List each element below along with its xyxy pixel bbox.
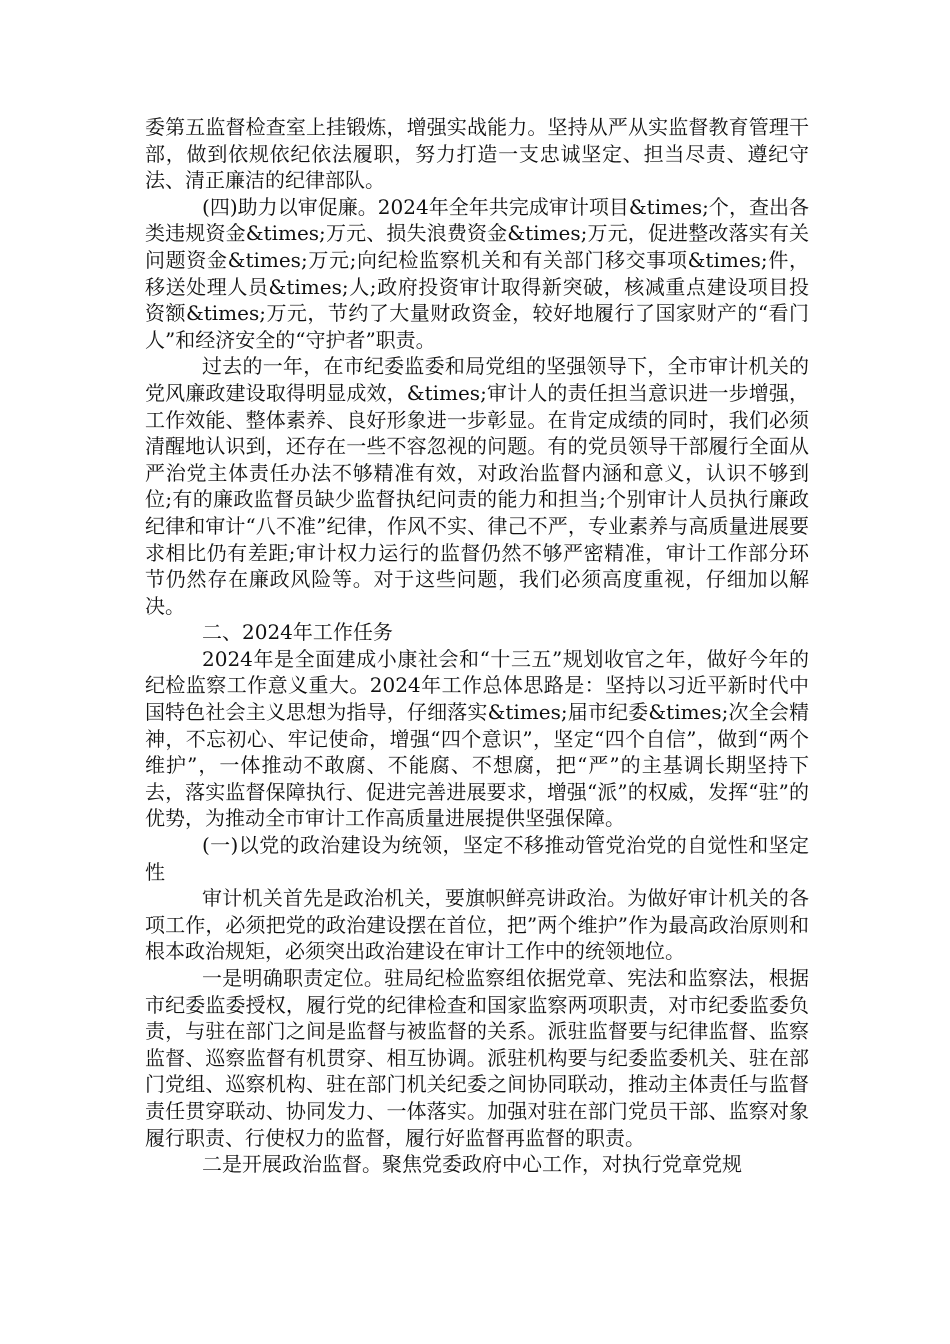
- paragraph-clarify-responsibilities: 一是明确职责定位。驻局纪检监察组依据党章、宪法和监察法，根据市纪委监委授权，履行党的纪律检查和国家监察两项职责，对市纪委监委负责，与驻在部门之间是监督与被监督的关系。派驻监督要与纪律监督、监察监督、巡察监督有机贯穿、相互协调。派驻机构要与纪委监委机关、驻在部门党组、巡察机构、驻在部门机关纪委之间协同联动，推动主体责任与监督责任贯穿联动、协同发力、一体落实。加强对驻在部门党员干部、监察对象履行职责、行使权力的监督，履行好监督再监督的职责。: [145, 966, 809, 1150]
- document-body: [145, 114, 809, 1178]
- subheading-political-construction: (一)以党的政治建设为统领，坚定不移推动管党治党的自觉性和坚定性: [145, 833, 809, 884]
- paragraph-continuation: 委第五监督检查室上挂锻炼，增强实战能力。坚持从严从实监督教育管理干部，做到依规依纪依法履职，努力打造一支忠诚坚定、担当尽责、遵纪守法、清正廉洁的纪律部队。: [145, 115, 809, 193]
- section-heading-2024-tasks: 二、2024年工作任务: [202, 620, 393, 645]
- paragraph-2024-overall-approach: 2024年是全面建成小康社会和“十三五”规划收官之年，做好今年的纪检监察工作意义重大。2024年工作总体思路是：坚持以习近平新时代中国特色社会主义思想为指导，仔细落实&times;届市纪委&times;次全会精神，不忘初心、牢记使命，增强“四个意识”，坚定“四个自信”，做到“两个维护”，一体推动不敢腐、不能腐、不想腐，把“严”的主基调长期坚持下去，落实监督保障执行、促进完善进展要求，增强“派”的权威，发挥“驻”的优势，为推动全市审计工作高质量进展提供坚强保障。: [145, 646, 809, 831]
- paragraph-audit-promotes-integrity: (四)助力以审促廉。2024年全年共完成审计项目&times;个，查出各类违规资金&times;万元、损失浪费资金&times;万元，促进整改落实有关问题资金&times;万元;向纪检监察机关和有关部门移交事项&times;件，移送处理人员&times;人;政府投资审计取得新突破，核减重点建设项目投资额&times;万元，节约了大量财政资金，较好地履行了国家财产的“看门人”和经济安全的“守护者”职责。: [145, 194, 809, 352]
- paragraph-political-supervision: 二是开展政治监督。聚焦党委政府中心工作，对执行党章党规: [202, 1152, 742, 1177]
- paragraph-past-year-review: 过去的一年，在市纪委监委和局党组的坚强领导下，全市审计机关的党风廉政建设取得明显成效，&times;审计人的责任担当意识进一步增强，工作效能、整体素养、良好形象进一步彰显。在肯定成绩的同时，我们必须清醒地认识到，还存在一些不容忽视的问题。有的党员领导干部履行全面从严治党主体责任办法不够精准有效，对政治监督内涵和意义，认识不够到位;有的廉政监督员缺少监督执纪问责的能力和担当;个别审计人员执行廉政纪律和审计“八不准”纪律，作风不实、律己不严，专业素养与高质量进展要求相比仍有差距;审计权力运行的监督仍然不够严密精准，审计工作部分环节仍然存在廉政风险等。对于这些问题，我们必须高度重视，仔细加以解决。: [145, 354, 809, 618]
- paragraph-audit-political-organ: 审计机关首先是政治机关，要旗帜鲜亮讲政治。为做好审计机关的各项工作，必须把党的政治建设摆在首位，把”两个维护”作为最高政治原则和根本政治规矩，必须突出政治建设在审计工作中的统领地位。: [145, 886, 809, 964]
